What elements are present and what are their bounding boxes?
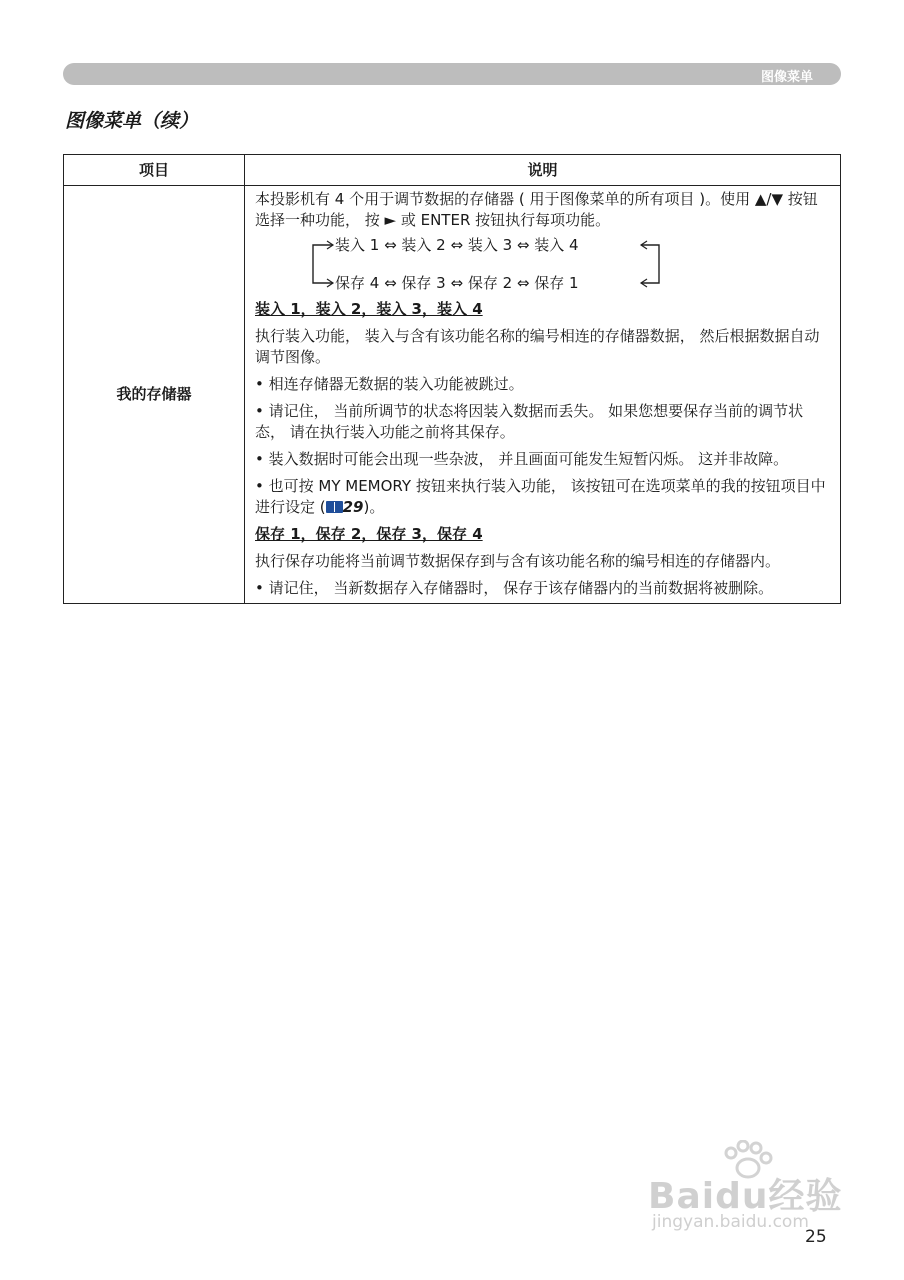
intro-text: 本投影机有 4 个用于调节数据的存储器 ( 用于图像菜单的所有项目 )。使用 ▲/▼ 按钮选择一种功能， 按 ► 或 ENTER 按钮执行每项功能。	[255, 190, 818, 229]
page-number: 25	[805, 1227, 827, 1247]
save-heading: 保存 1，保存 2，保存 3，保存 4	[255, 525, 483, 543]
load-bullet-1: • 相连存储器无数据的装入功能被跳过。	[255, 375, 524, 393]
table-header-row	[64, 155, 841, 186]
reference-close: )。	[363, 498, 385, 516]
load-description: 执行装入功能， 装入与含有该功能名称的编号相连的存储器数据， 然后根据数据自动调节图像。	[255, 327, 820, 366]
watermark-url: jingyan.baidu.com	[652, 1212, 809, 1232]
flow-save-sequence: 保存 4 ⇔ 保存 3 ⇔ 保存 2 ⇔ 保存 1	[335, 274, 579, 292]
section-header-bar	[63, 63, 841, 85]
table-row	[64, 186, 841, 604]
memory-flow-diagram	[255, 233, 830, 297]
settings-table	[63, 154, 841, 604]
page-title: 图像菜单（续）	[65, 110, 199, 132]
watermark-brand: Baidu经验	[648, 1176, 843, 1217]
load-bullet-3: • 装入数据时可能会出现一些杂波， 并且画面可能发生短暂闪烁。 这并非故障。	[255, 450, 789, 468]
load-bullet-2: • 请记住， 当前所调节的状态将因装入数据而丢失。 如果您想要保存当前的调节状态， 请在执行装入功能之前将其保存。	[255, 402, 804, 441]
reference-page-number: 29	[342, 498, 364, 516]
item-name: 我的存储器	[64, 186, 245, 604]
load-heading: 装入 1，装入 2，装入 3，装入 4	[255, 300, 483, 318]
load-bullet-4-text: • 也可按 MY MEMORY 按钮来执行装入功能， 该按钮可在选项菜单的我的按钮项目中进行设定 (	[255, 477, 826, 516]
flow-load-sequence: 装入 1 ⇔ 装入 2 ⇔ 装入 3 ⇔ 装入 4	[335, 236, 579, 254]
save-description: 执行保存功能将当前调节数据保存到与含有该功能名称的编号相连的存储器内。	[255, 552, 781, 570]
save-bullet-1: • 请记住， 当新数据存入存储器时， 保存于该存储器内的当前数据将被删除。	[255, 579, 774, 597]
book-reference-icon	[326, 501, 343, 513]
description-cell	[245, 186, 841, 604]
section-header-label: 图像菜单	[760, 70, 813, 85]
load-bullet-4	[255, 476, 830, 518]
column-header-item: 项目	[64, 155, 245, 186]
column-header-description: 说明	[245, 155, 841, 186]
